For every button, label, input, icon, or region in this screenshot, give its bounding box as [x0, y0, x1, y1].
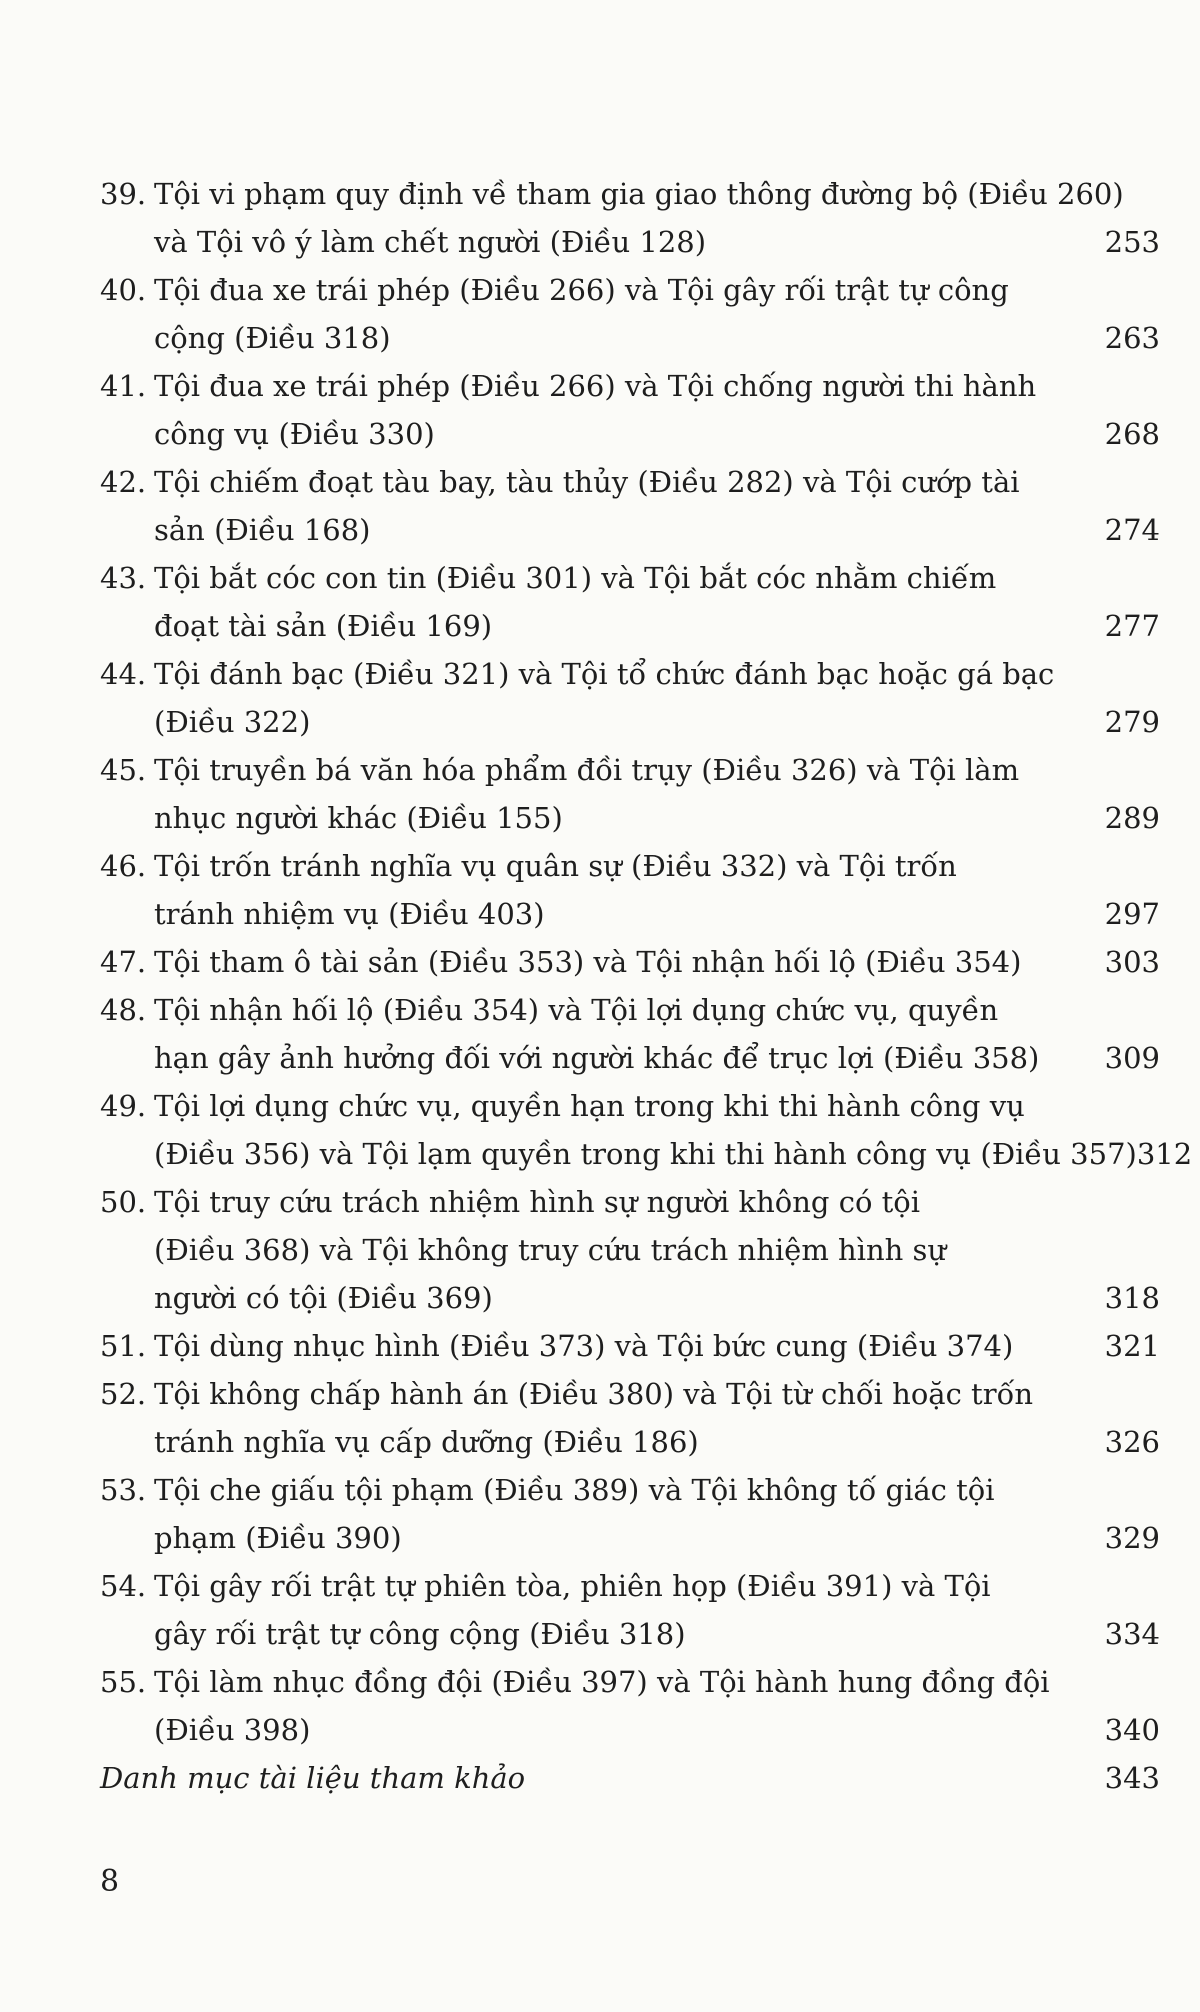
toc-entry-page: 263 — [1104, 321, 1160, 355]
toc-entry-page: 297 — [1104, 897, 1160, 931]
toc-entry-number: 55. — [100, 1665, 147, 1699]
toc-entry-title: Tội vi phạm quy định về tham gia giao thông đường bộ (Điều 260) — [154, 177, 1124, 211]
toc-entry — [100, 1466, 1160, 1562]
toc-entry-page: 277 — [1104, 609, 1160, 643]
toc-entry-number: 45. — [100, 753, 147, 787]
toc-entry-title: cộng (Điều 318) — [154, 321, 391, 355]
toc-entry-number: 44. — [100, 657, 147, 691]
toc-entry-page: 334 — [1104, 1617, 1160, 1651]
toc-entry-page: 340 — [1104, 1713, 1160, 1747]
toc-entry-number: 47. — [100, 945, 147, 979]
toc-entry-title: Tội làm nhục đồng đội (Điều 397) và Tội hành hung đồng đội — [154, 1665, 1050, 1699]
toc-entry-line — [100, 1178, 1160, 1226]
toc-entry-page: 289 — [1104, 801, 1160, 835]
toc-entry-number: 41. — [100, 369, 147, 403]
toc-entry-line — [100, 1658, 1160, 1706]
toc-entry-number: 46. — [100, 849, 147, 883]
toc-entry-title: Tội truy cứu trách nhiệm hình sự người không có tội — [154, 1185, 921, 1219]
toc-entry-title: Tội không chấp hành án (Điều 380) và Tội từ chối hoặc trốn — [154, 1377, 1033, 1411]
toc-entry-number: 48. — [100, 993, 147, 1027]
toc-entry-number: 43. — [100, 561, 147, 595]
toc-entry-title: hạn gây ảnh hưởng đối với người khác để trục lợi (Điều 358) — [154, 1041, 1040, 1075]
toc-entry-line — [100, 1082, 1160, 1130]
toc-entry-page: 274 — [1104, 513, 1160, 547]
toc-entry-title: Tội gây rối trật tự phiên tòa, phiên họp (Điều 391) và Tội — [154, 1569, 991, 1603]
toc-entry-line — [100, 938, 1160, 986]
toc-entry-line — [100, 314, 1160, 362]
toc-entry-title: người có tội (Điều 369) — [154, 1281, 493, 1315]
toc-entry-page: 268 — [1104, 417, 1160, 451]
toc-entry — [100, 842, 1160, 938]
toc-entry-title: (Điều 398) — [154, 1713, 311, 1747]
toc-entry-title: (Điều 356) và Tội lạm quyền trong khi thi hành công vụ (Điều 357) — [154, 1137, 1137, 1171]
toc-entry-number: 39. — [100, 177, 147, 211]
toc-entry-line — [100, 1034, 1160, 1082]
toc-entry — [100, 938, 1160, 986]
toc-entry-line — [100, 1562, 1160, 1610]
toc-entry-line — [100, 554, 1160, 602]
toc-entry-line — [100, 746, 1160, 794]
toc-entry-title: Tội nhận hối lộ (Điều 354) và Tội lợi dụng chức vụ, quyền — [154, 993, 999, 1027]
toc-entry-line — [100, 890, 1160, 938]
toc-entry-title: nhục người khác (Điều 155) — [154, 801, 563, 835]
toc-entry-title: Tội lợi dụng chức vụ, quyền hạn trong khi thi hành công vụ — [154, 1089, 1025, 1123]
toc-references-page: 343 — [1104, 1761, 1160, 1795]
toc-entry-title: sản (Điều 168) — [154, 513, 371, 547]
toc-entry — [100, 650, 1160, 746]
toc-entry-line — [100, 1370, 1160, 1418]
toc-entry-line — [100, 1754, 1160, 1802]
toc-entry-number: 53. — [100, 1473, 147, 1507]
toc-entry-line — [100, 842, 1160, 890]
toc-entry-title: tránh nhiệm vụ (Điều 403) — [154, 897, 545, 931]
toc-entry-title: (Điều 322) — [154, 705, 311, 739]
toc-entry-line — [100, 506, 1160, 554]
toc-entry-page: 312 — [1136, 1137, 1193, 1171]
toc-entry-title: và Tội vô ý làm chết người (Điều 128) — [154, 225, 707, 259]
toc-entry-line — [100, 410, 1160, 458]
toc-references — [100, 1754, 1160, 1802]
toc-entry-number: 40. — [100, 273, 147, 307]
toc-entry-number: 50. — [100, 1185, 147, 1219]
toc-entry — [100, 746, 1160, 842]
toc-entry-line — [100, 1610, 1160, 1658]
toc-entry — [100, 1658, 1160, 1754]
toc-entry — [100, 362, 1160, 458]
toc-entry-title: đoạt tài sản (Điều 169) — [154, 609, 493, 643]
toc-entry-line — [100, 1706, 1160, 1754]
toc-entry-title: Tội dùng nhục hình (Điều 373) và Tội bức cung (Điều 374) — [154, 1329, 1014, 1363]
toc-entry — [100, 170, 1160, 266]
toc-entry — [100, 1322, 1160, 1370]
toc-entry-number: 42. — [100, 465, 147, 499]
toc-entry-line — [100, 1322, 1160, 1370]
toc-entry-title: phạm (Điều 390) — [154, 1521, 402, 1555]
toc-entry-line — [100, 1466, 1160, 1514]
toc-entry-page: 329 — [1104, 1521, 1160, 1555]
toc-entry-title: Tội đua xe trái phép (Điều 266) và Tội gây rối trật tự công — [154, 273, 1009, 307]
toc-entry-title: công vụ (Điều 330) — [154, 417, 435, 451]
toc-entry-title: (Điều 368) và Tội không truy cứu trách nhiệm hình sự — [154, 1233, 947, 1267]
toc-entry — [100, 266, 1160, 362]
toc-entry-number: 52. — [100, 1377, 147, 1411]
toc-entry-page: 303 — [1104, 945, 1160, 979]
toc-entry-title: Tội tham ô tài sản (Điều 353) và Tội nhận hối lộ (Điều 354) — [154, 945, 1022, 979]
toc-entry — [100, 1370, 1160, 1466]
toc-entry — [100, 1178, 1160, 1322]
toc-references-label: Danh mục tài liệu tham khảo — [100, 1761, 526, 1795]
toc-entry-title: Tội đánh bạc (Điều 321) và Tội tổ chức đánh bạc hoặc gá bạc — [154, 657, 1055, 691]
page-number: 8 — [100, 1864, 120, 1899]
toc-entry-line — [100, 1274, 1160, 1322]
toc-entry-line — [100, 218, 1160, 266]
toc-entry — [100, 1082, 1193, 1178]
toc-entry-line — [100, 1418, 1160, 1466]
toc-entry-page: 279 — [1104, 705, 1160, 739]
toc-entry-title: Tội che giấu tội phạm (Điều 389) và Tội không tố giác tội — [154, 1473, 995, 1507]
toc-entry-page: 326 — [1104, 1425, 1160, 1459]
toc-entry-line — [100, 362, 1160, 410]
toc-entry-line — [100, 986, 1160, 1034]
toc-entry-line — [100, 794, 1160, 842]
toc-entry — [100, 458, 1160, 554]
toc-entry-line — [100, 1514, 1160, 1562]
toc-entry-line — [100, 458, 1160, 506]
toc-entry-title: Tội chiếm đoạt tàu bay, tàu thủy (Điều 282) và Tội cướp tài — [154, 465, 1020, 499]
toc-entry-page: 253 — [1104, 225, 1160, 259]
toc-entry — [100, 554, 1160, 650]
toc-entry-line — [100, 266, 1160, 314]
toc-entry — [100, 986, 1160, 1082]
toc-entry-number: 49. — [100, 1089, 147, 1123]
toc-entry-line — [100, 650, 1160, 698]
toc-entry-title: tránh nghĩa vụ cấp dưỡng (Điều 186) — [154, 1425, 699, 1459]
toc-entry-line — [100, 1226, 1160, 1274]
toc-entry-title: Tội truyền bá văn hóa phẩm đồi trụy (Điều 326) và Tội làm — [154, 753, 1020, 787]
toc-entry-title: gây rối trật tự công cộng (Điều 318) — [154, 1617, 686, 1651]
toc-entry-title: Tội bắt cóc con tin (Điều 301) và Tội bắt cóc nhằm chiếm — [154, 561, 997, 595]
toc-entry-line — [100, 1130, 1193, 1178]
toc-entry-page: 309 — [1104, 1041, 1160, 1075]
toc-entry-page: 321 — [1104, 1329, 1160, 1363]
toc-entry-page: 318 — [1104, 1281, 1160, 1315]
table-of-contents — [100, 170, 1193, 1802]
toc-entry-line — [100, 602, 1160, 650]
toc-entry-line — [100, 170, 1160, 218]
toc-entry-number: 54. — [100, 1569, 147, 1603]
toc-entry — [100, 1562, 1160, 1658]
toc-entry-number: 51. — [100, 1329, 147, 1363]
toc-entry-title: Tội đua xe trái phép (Điều 266) và Tội chống người thi hành — [154, 369, 1037, 403]
toc-entry-title: Tội trốn tránh nghĩa vụ quân sự (Điều 332) và Tội trốn — [154, 849, 957, 883]
toc-entry-line — [100, 698, 1160, 746]
